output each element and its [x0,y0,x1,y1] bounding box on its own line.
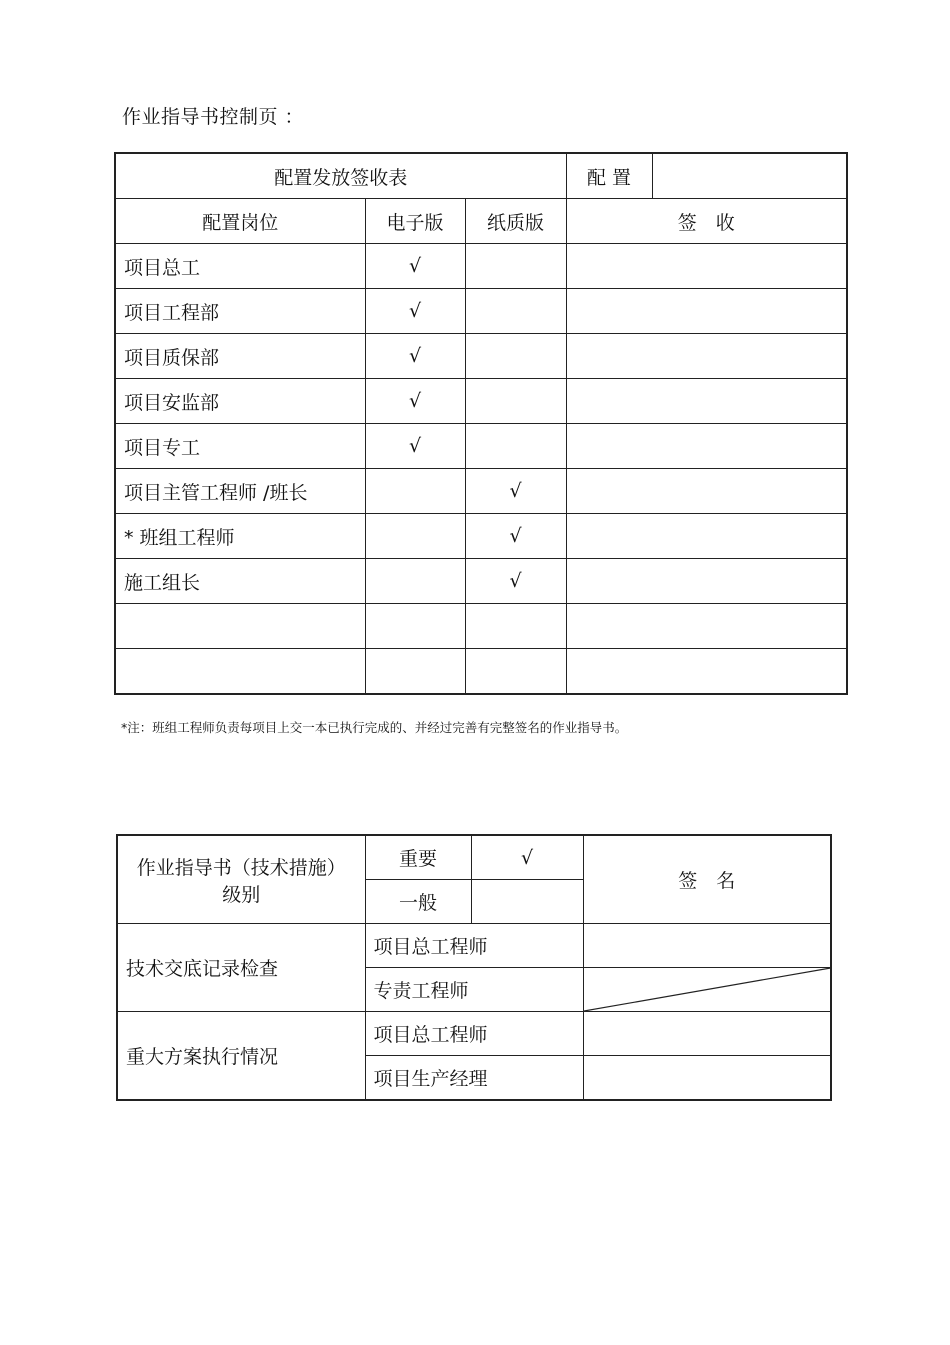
level-check-table [116,834,832,1101]
electronic-cell [365,559,465,604]
sign-cell[interactable] [566,424,847,469]
header-electronic: 电子版 [365,199,465,244]
post-cell: 项目主管工程师 /班长 [115,469,365,514]
sign-cell[interactable] [566,469,847,514]
table-row [115,244,847,289]
table-row [115,514,847,559]
post-cell[interactable] [115,649,365,695]
header-paper: 纸质版 [465,199,566,244]
role-cell: 项目总工程师 [365,924,583,968]
level-row-important [117,835,831,880]
table-row [117,1012,831,1056]
table-row [115,469,847,514]
sign-cell[interactable] [566,334,847,379]
paper-cell [465,289,566,334]
electronic-cell: √ [365,289,465,334]
sign-cell[interactable] [566,604,847,649]
sign-cell[interactable] [566,514,847,559]
section-name: 技术交底记录检查 [117,924,365,1012]
paper-cell[interactable] [465,604,566,649]
electronic-cell: √ [365,244,465,289]
post-cell: 项目工程部 [115,289,365,334]
post-cell: * 班组工程师 [115,514,365,559]
config-value[interactable] [652,153,847,199]
electronic-cell [365,514,465,559]
electronic-cell[interactable] [365,649,465,695]
signature-cell[interactable] [583,924,831,968]
post-cell: 项目安监部 [115,379,365,424]
post-cell: 项目总工 [115,244,365,289]
table-row [115,559,847,604]
table-row [115,604,847,649]
paper-cell: √ [465,469,566,514]
distribution-sign-table [114,152,848,695]
sign-cell[interactable] [566,559,847,604]
paper-cell [465,379,566,424]
diagonal-strike-line [584,968,831,1011]
paper-cell [465,424,566,469]
table-row [115,289,847,334]
post-cell: 项目专工 [115,424,365,469]
electronic-cell: √ [365,379,465,424]
role-cell: 项目总工程师 [365,1012,583,1056]
table-title-row [115,153,847,199]
table-row [117,924,831,968]
important-label: 重要 [365,835,471,880]
table-row [115,379,847,424]
level-label: 作业指导书（技术措施）级别 [117,835,365,924]
table-title: 配置发放签收表 [115,153,566,199]
general-mark[interactable] [471,880,583,924]
table-row [115,424,847,469]
header-sign: 签 收 [566,199,847,244]
electronic-cell [365,469,465,514]
paper-cell: √ [465,514,566,559]
sign-cell[interactable] [566,649,847,695]
signature-cell[interactable] [583,1056,831,1101]
post-cell: 项目质保部 [115,334,365,379]
table-row [115,649,847,695]
post-cell[interactable] [115,604,365,649]
signature-cell[interactable] [583,1012,831,1056]
page-title: 作业指导书控制页 ： [122,106,305,128]
section-name: 重大方案执行情况 [117,1012,365,1101]
electronic-cell: √ [365,334,465,379]
sign-label: 签 名 [583,835,831,924]
header-row [115,199,847,244]
header-post: 配置岗位 [115,199,365,244]
paper-cell: √ [465,559,566,604]
general-label: 一般 [365,880,471,924]
role-cell: 项目生产经理 [365,1056,583,1101]
footnote: *注：班组工程师负责每项目上交一本已执行完成的、并经过完善有完整签名的作业指导书。 [121,720,628,735]
sign-cell[interactable] [566,244,847,289]
sign-cell[interactable] [566,289,847,334]
sign-cell[interactable] [566,379,847,424]
paper-cell [465,334,566,379]
role-cell: 专责工程师 [365,968,583,1012]
paper-cell [465,244,566,289]
important-mark[interactable]: √ [471,835,583,880]
electronic-cell: √ [365,424,465,469]
signature-cell-crossed [583,968,831,1012]
paper-cell[interactable] [465,649,566,695]
electronic-cell[interactable] [365,604,465,649]
table-row [115,334,847,379]
post-cell: 施工组长 [115,559,365,604]
config-label: 配 置 [566,153,652,199]
